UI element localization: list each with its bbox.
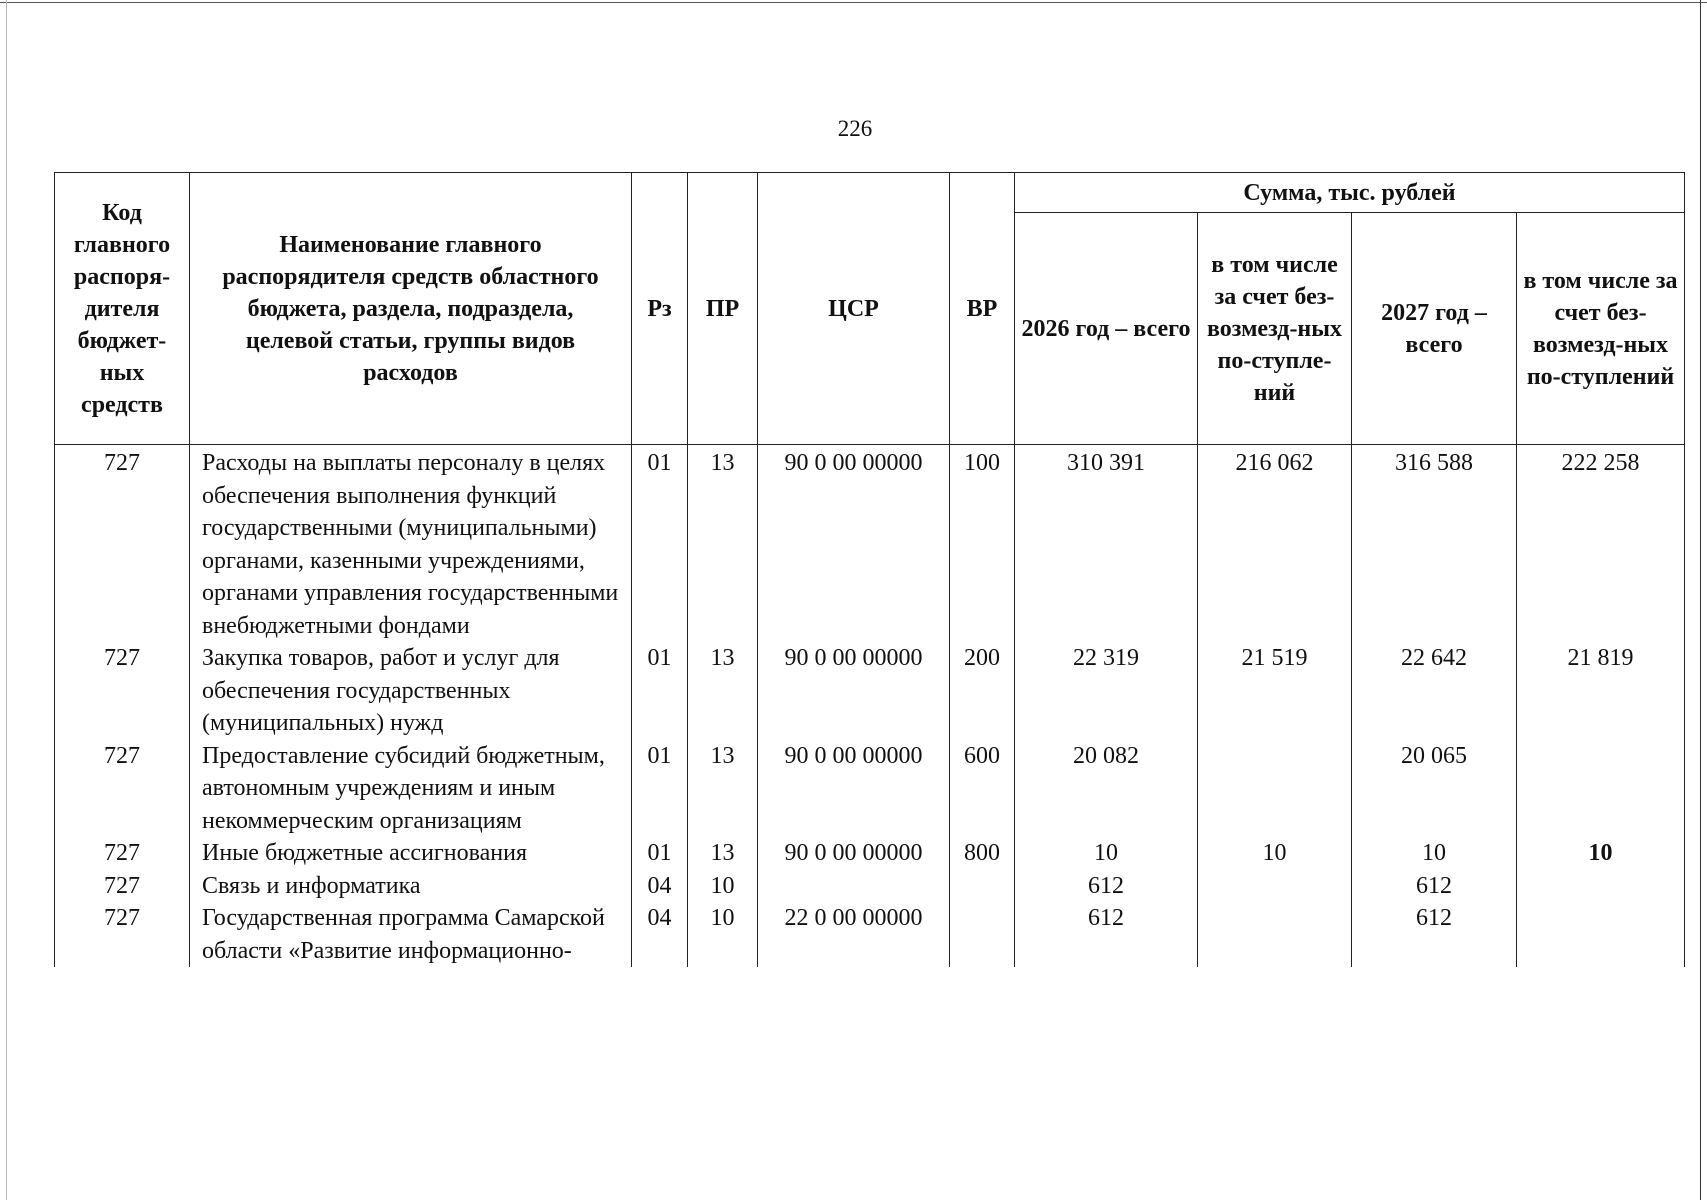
cell-rz: 01 bbox=[632, 837, 688, 870]
table-row bbox=[55, 902, 1685, 967]
cell-2026-total: 310 391 bbox=[1015, 445, 1198, 643]
cell-2026-free bbox=[1198, 740, 1352, 838]
cell-rz: 01 bbox=[632, 445, 688, 643]
cell-code: 727 bbox=[55, 642, 190, 740]
cell-code: 727 bbox=[55, 445, 190, 643]
cell-vr bbox=[950, 902, 1015, 967]
cell-name: Расходы на выплаты персоналу в целях обеспечения выполнения функций государственными (муниципальными) органами, казенными учреждениями, органами управления государственными внебюджетными фондами bbox=[190, 445, 632, 643]
cell-csr: 22 0 00 00000 bbox=[758, 902, 950, 967]
cell-2026-free bbox=[1198, 902, 1352, 967]
cell-pr: 13 bbox=[688, 642, 758, 740]
cell-2027-total: 316 588 bbox=[1352, 445, 1517, 643]
cell-2026-free: 10 bbox=[1198, 837, 1352, 870]
cell-pr: 13 bbox=[688, 837, 758, 870]
cell-vr bbox=[950, 870, 1015, 903]
cell-2027-free bbox=[1517, 870, 1685, 903]
cell-rz: 01 bbox=[632, 642, 688, 740]
cell-pr: 10 bbox=[688, 870, 758, 903]
header-2026-total: 2026 год – всего bbox=[1015, 213, 1198, 445]
cell-2027-free: 21 819 bbox=[1517, 642, 1685, 740]
cell-2027-total: 10 bbox=[1352, 837, 1517, 870]
cell-csr bbox=[758, 870, 950, 903]
budget-table bbox=[54, 172, 1685, 967]
cell-code: 727 bbox=[55, 902, 190, 967]
cell-vr: 800 bbox=[950, 837, 1015, 870]
cell-code: 727 bbox=[55, 837, 190, 870]
cell-2026-total: 20 082 bbox=[1015, 740, 1198, 838]
header-sum-group: Сумма, тыс. рублей bbox=[1015, 173, 1685, 213]
header-pr: ПР bbox=[688, 173, 758, 445]
cell-vr: 600 bbox=[950, 740, 1015, 838]
table-row bbox=[55, 870, 1685, 903]
left-border-line bbox=[6, 0, 7, 1200]
cell-2027-total: 612 bbox=[1352, 870, 1517, 903]
table-header bbox=[55, 173, 1685, 445]
header-2026-free: в том числе за счет без-возмезд-ных по-ступле-ний bbox=[1198, 213, 1352, 445]
header-code: Код главного распоря-дителя бюджет-ных средств bbox=[55, 173, 190, 445]
cell-2026-total: 612 bbox=[1015, 902, 1198, 967]
cell-name: Предоставление субсидий бюджетным, автономным учреждениям и иным некоммерческим организациям bbox=[190, 740, 632, 838]
cell-name: Государственная программа Самарской области «Развитие информационно- bbox=[190, 902, 632, 967]
cell-code: 727 bbox=[55, 740, 190, 838]
cell-2026-free: 21 519 bbox=[1198, 642, 1352, 740]
cell-2026-free bbox=[1198, 870, 1352, 903]
cell-2027-free: 10 bbox=[1517, 837, 1685, 870]
cell-code: 727 bbox=[55, 870, 190, 903]
cell-name: Связь и информатика bbox=[190, 870, 632, 903]
cell-csr: 90 0 00 00000 bbox=[758, 837, 950, 870]
table-row bbox=[55, 642, 1685, 740]
header-vr: ВР bbox=[950, 173, 1015, 445]
cell-csr: 90 0 00 00000 bbox=[758, 445, 950, 643]
cell-name: Иные бюджетные ассигнования bbox=[190, 837, 632, 870]
cell-2027-free bbox=[1517, 740, 1685, 838]
cell-2026-total: 10 bbox=[1015, 837, 1198, 870]
cell-2026-total: 22 319 bbox=[1015, 642, 1198, 740]
header-name: Наименование главного распорядителя средств областного бюджета, раздела, подраздела, целевой статьи, группы видов расходов bbox=[190, 173, 632, 445]
right-border-line bbox=[1700, 0, 1701, 1200]
header-2027-total: 2027 год – всего bbox=[1352, 213, 1517, 445]
header-row-1 bbox=[55, 173, 1685, 213]
cell-vr: 100 bbox=[950, 445, 1015, 643]
top-border-line bbox=[0, 2, 1707, 3]
table-body bbox=[55, 445, 1685, 968]
cell-vr: 200 bbox=[950, 642, 1015, 740]
table-row bbox=[55, 837, 1685, 870]
cell-2027-total: 612 bbox=[1352, 902, 1517, 967]
cell-rz: 04 bbox=[632, 870, 688, 903]
cell-pr: 13 bbox=[688, 740, 758, 838]
cell-2026-total: 612 bbox=[1015, 870, 1198, 903]
cell-2027-free bbox=[1517, 902, 1685, 967]
cell-2026-free: 216 062 bbox=[1198, 445, 1352, 643]
cell-2027-total: 22 642 bbox=[1352, 642, 1517, 740]
cell-csr: 90 0 00 00000 bbox=[758, 642, 950, 740]
header-2027-free: в том числе за счет без-возмезд-ных по-ступлений bbox=[1517, 213, 1685, 445]
cell-rz: 01 bbox=[632, 740, 688, 838]
cell-csr: 90 0 00 00000 bbox=[758, 740, 950, 838]
header-csr: ЦСР bbox=[758, 173, 950, 445]
page-number: 226 bbox=[837, 116, 873, 141]
cell-2027-total: 20 065 bbox=[1352, 740, 1517, 838]
cell-pr: 13 bbox=[688, 445, 758, 643]
cell-name: Закупка товаров, работ и услуг для обеспечения государственных (муниципальных) нужд bbox=[190, 642, 632, 740]
cell-2027-free: 222 258 bbox=[1517, 445, 1685, 643]
table-row bbox=[55, 740, 1685, 838]
cell-pr: 10 bbox=[688, 902, 758, 967]
cell-rz: 04 bbox=[632, 902, 688, 967]
table-row bbox=[55, 445, 1685, 643]
header-rz: Рз bbox=[632, 173, 688, 445]
